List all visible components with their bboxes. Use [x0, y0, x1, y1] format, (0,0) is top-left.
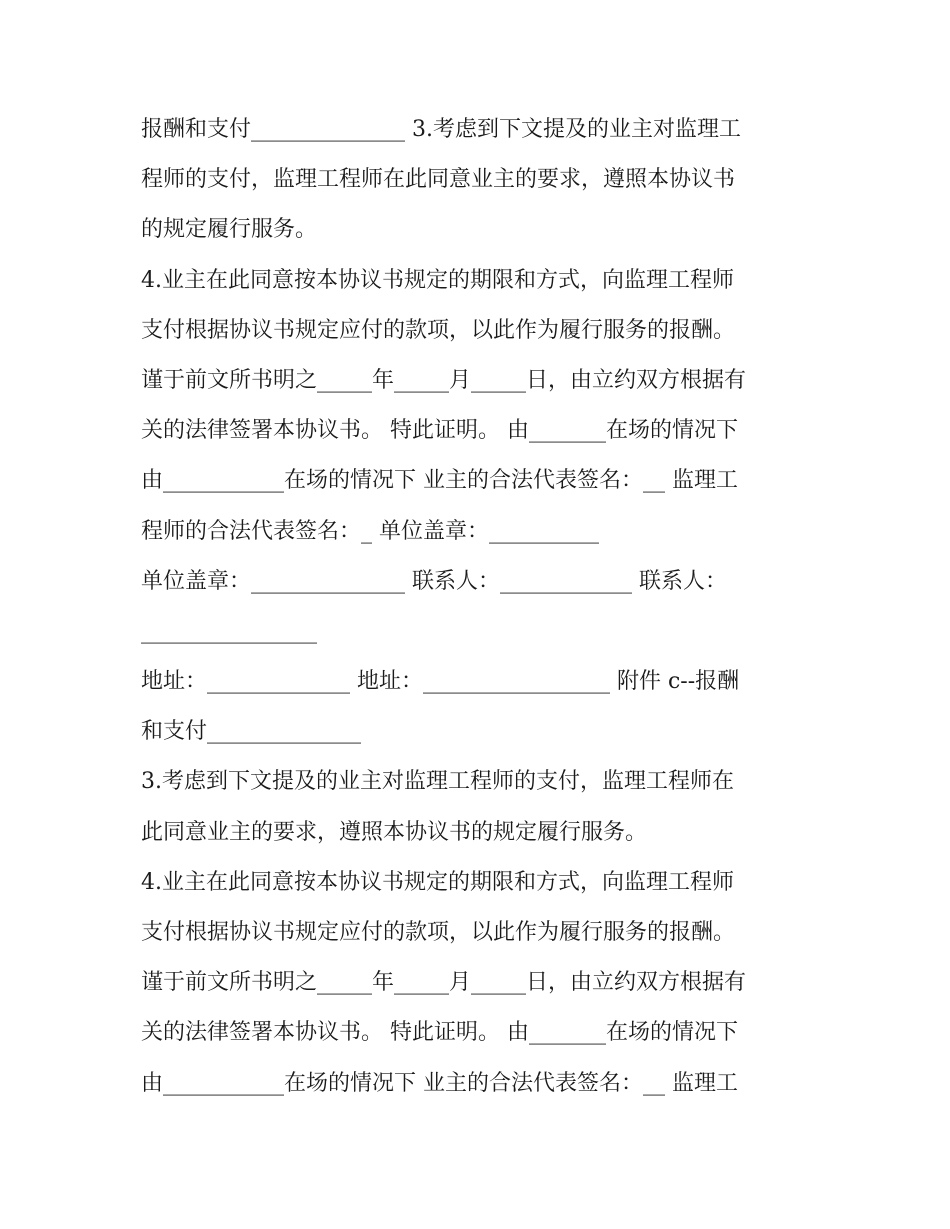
text-line: 此同意业主的要求，遵照本协议书的规定履行服务。: [141, 819, 648, 845]
text-line: 由___________在场的情况下 业主的合法代表签名：__ 监理工: [141, 1070, 738, 1096]
text-line: 4.业主在此同意按本协议书规定的期限和方式，向监理工程师: [141, 869, 734, 895]
text-line: 报酬和支付______________ 3.考虑到下文提及的业主对监理工: [141, 117, 741, 142]
text-line: ________________: [141, 618, 317, 644]
text-line: 谨于前文所书明之_____年_____月_____日，由立约双方根据有: [141, 970, 747, 996]
document-body: [141, 105, 821, 1109]
text-line: 程师的合法代表签名：_ 单位盖章：__________: [141, 518, 599, 544]
text-line: 支付根据协议书规定应付的款项，以此作为履行服务的报酬。: [141, 317, 736, 343]
text-line: 和支付______________: [141, 719, 362, 745]
text-line: 关的法律签署本协议书。 特此证明。 由_______在场的情况下: [141, 418, 738, 444]
text-line: 的规定履行服务。: [141, 217, 318, 243]
text-line: 支付根据协议书规定应付的款项，以此作为履行服务的报酬。: [141, 920, 736, 945]
text-line: 4.业主在此同意按本协议书规定的期限和方式，向监理工程师: [141, 267, 734, 293]
text-line: 程师的支付，监理工程师在此同意业主的要求，遵照本协议书: [141, 167, 736, 193]
text-line: 3.考虑到下文提及的业主对监理工程师的支付，监理工程师在: [141, 769, 734, 795]
text-line: 单位盖章：______________ 联系人：____________ 联系人：: [141, 568, 727, 594]
text-line: 由___________在场的情况下 业主的合法代表签名：__ 监理工: [141, 468, 738, 494]
text-line: 地址：_____________ 地址：_________________ 附件 c--报酬: [141, 669, 740, 695]
text-line: 谨于前文所书明之_____年_____月_____日，由立约双方根据有: [141, 367, 747, 393]
text-line: 关的法律签署本协议书。 特此证明。 由_______在场的情况下: [141, 1020, 738, 1046]
